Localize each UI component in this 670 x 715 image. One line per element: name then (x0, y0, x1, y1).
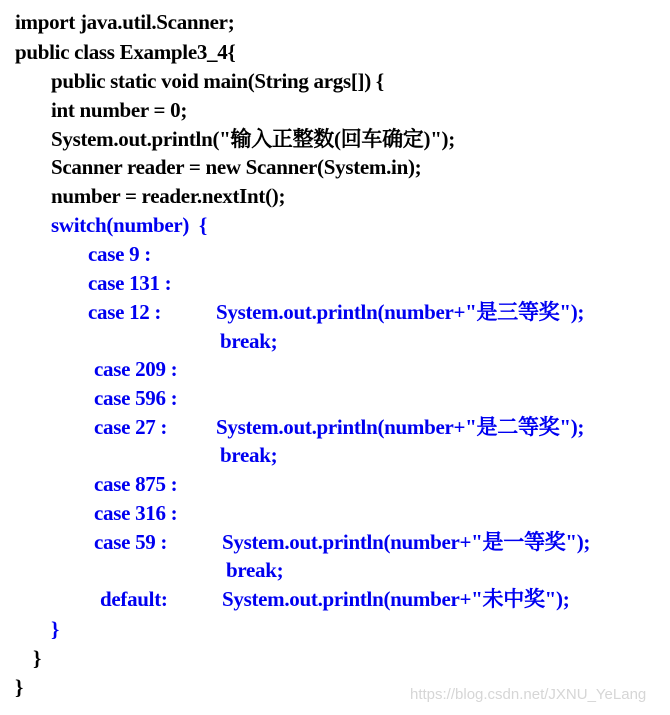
code-line-class-decl: public class Example3_4{ (15, 40, 236, 64)
case-label: case 316 : (94, 501, 178, 525)
case-label: case 131 : (88, 271, 172, 295)
case-label: case 27 : (94, 415, 168, 439)
case-label: case 12 : (88, 300, 162, 324)
case-break: break; (220, 329, 278, 353)
case-statement: System.out.println(number+"是三等奖"); (216, 300, 585, 324)
code-line-import: import java.util.Scanner; (15, 10, 235, 34)
code-line-switch-open: switch(number) { (51, 213, 207, 237)
class-close-brace: } (15, 675, 23, 699)
code-line-main-decl: public static void main(String args[]) { (51, 69, 384, 93)
case-break: break; (226, 558, 284, 582)
case-break: break; (220, 443, 278, 467)
case-label: case 596 : (94, 386, 178, 410)
watermark: https://blog.csdn.net/JXNU_YeLang (410, 686, 647, 703)
case-label: case 59 : (94, 530, 168, 554)
case-label: case 209 : (94, 357, 178, 381)
code-line-reader-decl: Scanner reader = new Scanner(System.in); (51, 155, 422, 179)
switch-close-brace: } (51, 617, 59, 641)
code-line-read-input: number = reader.nextInt(); (51, 184, 286, 208)
case-statement: System.out.println(number+"是一等奖"); (222, 530, 591, 554)
default-statement: System.out.println(number+"未中奖"); (222, 587, 570, 611)
case-label: case 9 : (88, 242, 151, 266)
default-label: default: (100, 587, 168, 611)
main-close-brace: } (33, 646, 41, 670)
code-line-int-decl: int number = 0; (51, 98, 188, 122)
case-label: case 875 : (94, 472, 178, 496)
code-line-prompt: System.out.println("输入正整数(回车确定)"); (51, 127, 455, 151)
case-statement: System.out.println(number+"是二等奖"); (216, 415, 585, 439)
